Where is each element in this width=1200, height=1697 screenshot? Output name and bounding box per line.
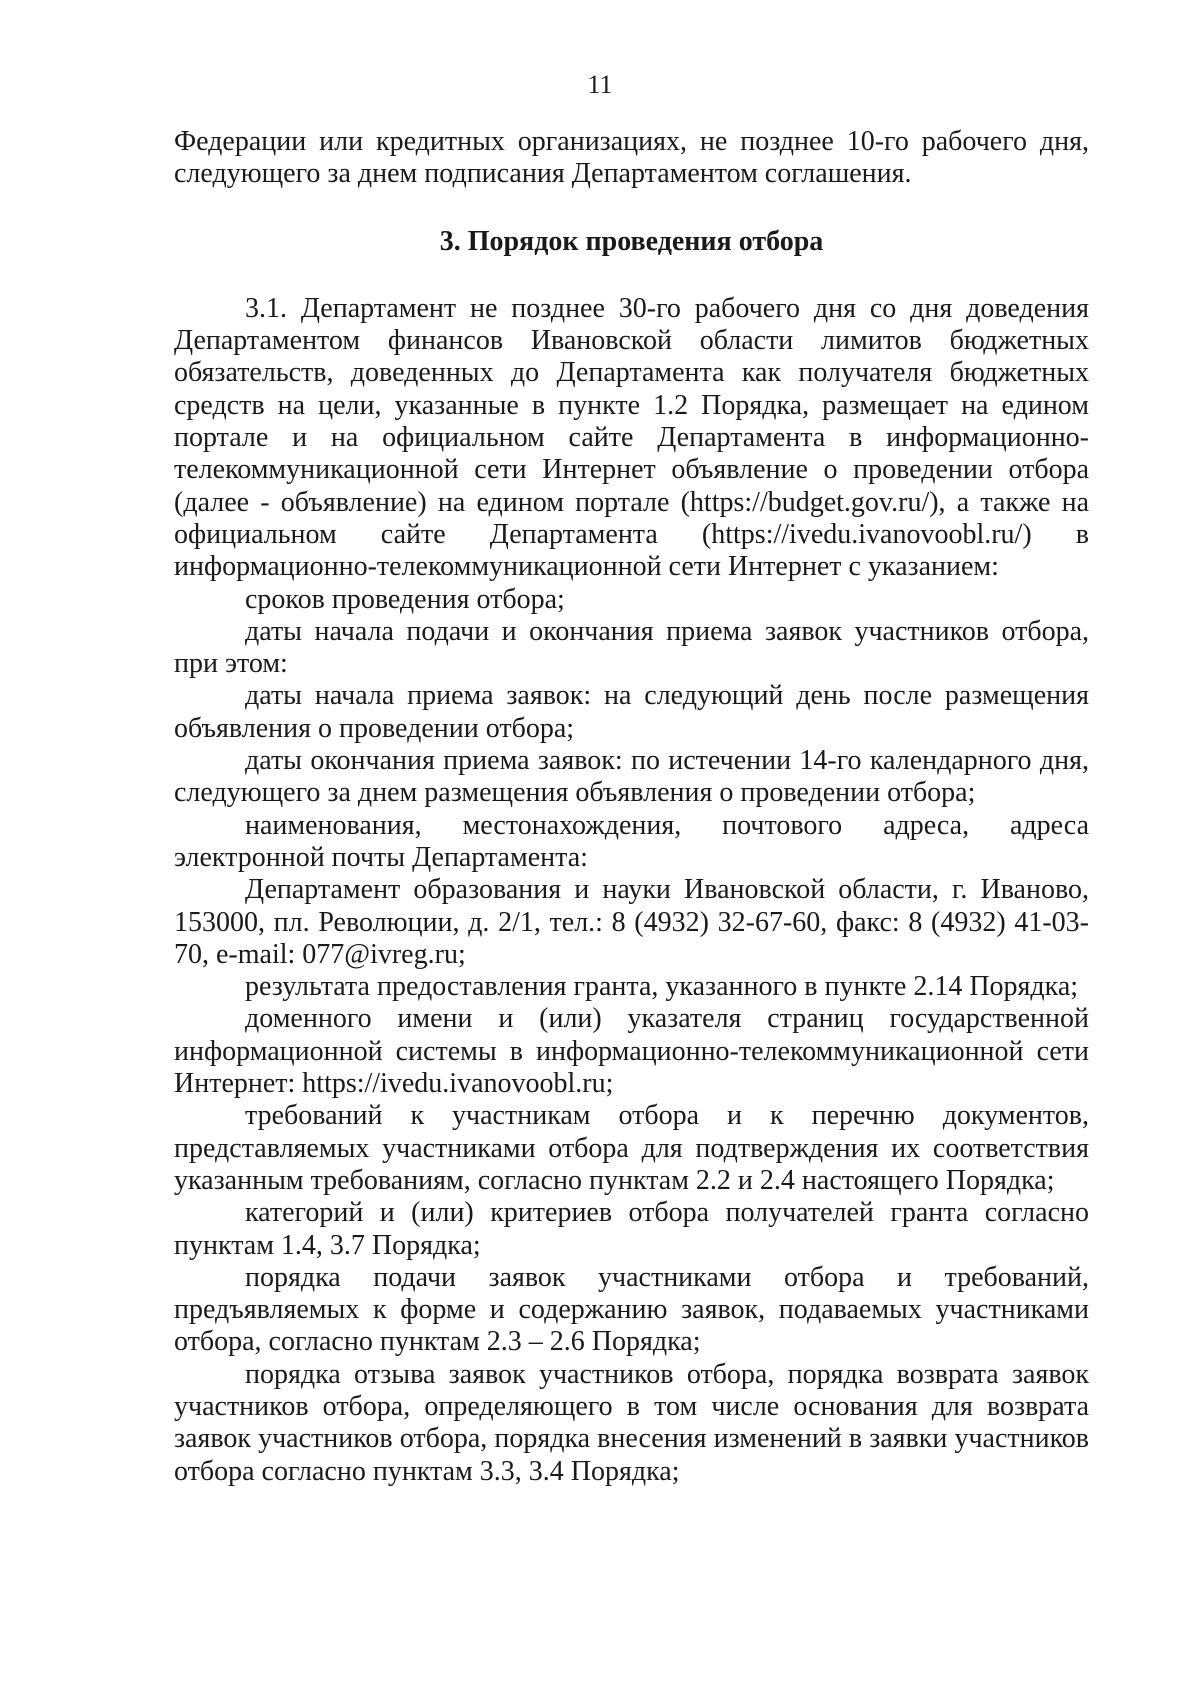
list-item-participant-requirements: требований к участникам отбора и к перечню документов, представляемых участниками отбора для подтверждения их соответствия указанным требованиям, согласно пунктам 2.2 и 2.4 настоящего Порядка;	[174, 1100, 1089, 1196]
document-body	[174, 126, 1089, 1488]
list-item-selection-criteria: категорий и (или) критериев отбора получателей гранта согласно пунктам 1.4, 3.7 Порядка;	[174, 1197, 1089, 1261]
list-item-department-contacts: наименования, местонахождения, почтового адреса, адреса электронной почты Департамента:	[174, 809, 1089, 873]
paragraph-3-1: 3.1. Департамент не позднее 30-го рабочего дня со дня доведения Департаментом финансов Ивановской области лимитов бюджетных обязательств, доведенных до Департамента как получателя бюджетных средств на цели, указанные в пункте 1.2 Порядка, размещает на едином портале и на официальном сайте Департамента в информационно-телекоммуникационной сети Интернет объявление о проведении отбора (далее - объявление) на едином портале (https://budget.gov.ru/), а также на официальном сайте Департамента (https://ivedu.ivanovoobl.ru/) в информационно-телекоммуникационной сети Интернет с указанием:	[174, 292, 1089, 583]
paragraph-continuation: Федерации или кредитных организациях, не позднее 10-го рабочего дня, следующего за днем подписания Департаментом соглашения.	[174, 126, 1089, 190]
list-item-end-date: даты окончания приема заявок: по истечении 14-го календарного дня, следующего за днем размещения объявления о проведении отбора;	[174, 745, 1089, 809]
list-item-domain-name: доменного имени и (или) указателя страниц государственной информационной системы в информационно-телекоммуникационной сети Интернет: https://ivedu.ivanovoobl.ru;	[174, 1003, 1089, 1100]
list-item-start-date: даты начала приема заявок: на следующий день после размещения объявления о проведении отбора;	[174, 680, 1089, 744]
section-heading: 3. Порядок проведения отбора	[439, 225, 824, 257]
list-item-withdrawal-procedure: порядка отзыва заявок участников отбора, порядка возврата заявок участников отбора, определяющего в том числе основания для возврата заявок участников отбора, порядка внесения изменений в заявки участников отбора согласно пунктам 3.3, 3.4 Порядка;	[174, 1358, 1089, 1487]
department-address: Департамент образования и науки Ивановской области, г. Иваново, 153000, пл. Революции, д. 2/1, тел.: 8 (4932) 32-67-60, факс: 8 (4932) 41-03-70, e-mail: 077@ivreg.ru;	[174, 874, 1089, 970]
page-number: 11	[587, 70, 613, 99]
list-item-application-dates: даты начала подачи и окончания приема заявок участников отбора, при этом:	[174, 615, 1089, 680]
list-item-submission-procedure: порядка подачи заявок участниками отбора и требований, предъявляемых к форме и содержанию заявок, подаваемых участниками отбора, согласно пунктам 2.3 – 2.6 Порядка;	[174, 1261, 1089, 1358]
list-item-selection-period: сроков проведения отбора;	[245, 583, 565, 615]
list-item-grant-result: результата предоставления гранта, указанного в пункте 2.14 Порядка;	[245, 971, 1079, 1003]
